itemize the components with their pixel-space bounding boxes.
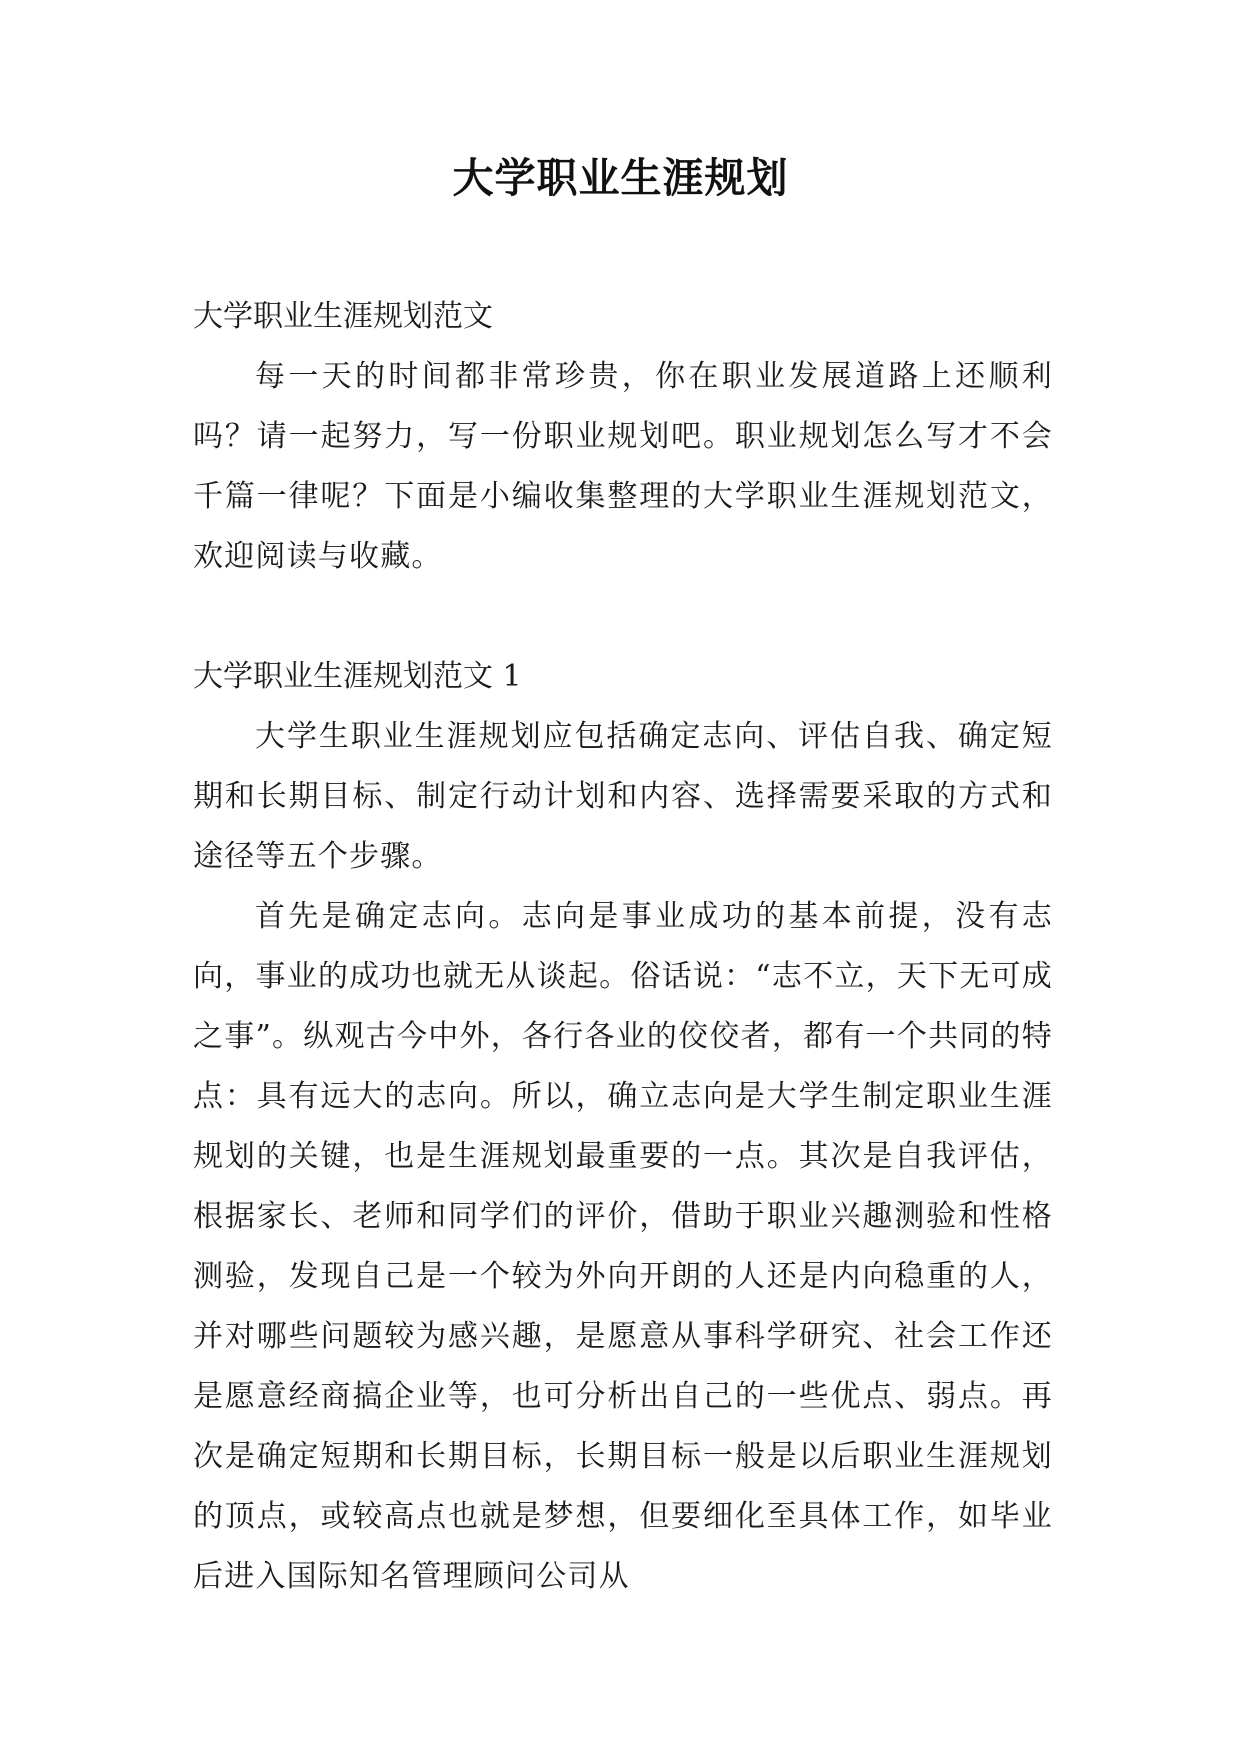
body-paragraph: 首先是确定志向。志向是事业成功的基本前提，没有志向，事业的成功也就无从谈起。俗话说：“志不立，天下无可成之事”。纵观古今中外，各行各业的佼佼者，都有一个共同的特点：具有远大的志向。所以，确立志向是大学生制定职业生涯规划的关键，也是生涯规划最重要的一点。其次是自我评估，根据家长、老师和同学们的评价，借助于职业兴趣测验和性格测验，发现自己是一个较为外向开朗的人还是内向稳重的人，并对哪些问题较为感兴趣，是愿意从事科学研究、社会工作还是愿意经商搞企业等，也可分析出自己的一些优点、弱点。再次是确定短期和长期目标，长期目标一般是以后职业生涯规划的顶点，或较高点也就是梦想，但要细化至具体工作，如毕业后进入国际知名管理顾问公司从 — [193, 899, 1053, 1594]
body-paragraph: 每一天的时间都非常珍贵，你在职业发展道路上还顺利吗？请一起努力，写一份职业规划吧。职业规划怎么写才不会千篇一律呢？下面是小编收集整理的大学职业生涯规划范文，欢迎阅读与收藏。 — [193, 359, 1053, 574]
document-body — [193, 287, 1053, 1607]
document-title: 大学职业生涯规划 — [452, 154, 789, 202]
section-spacer — [193, 587, 1053, 647]
section-heading: 大学职业生涯规划范文 1 — [193, 659, 522, 694]
body-paragraph: 大学生职业生涯规划应包括确定志向、评估自我、确定短期和长期目标、制定行动计划和内容、选择需要采取的方式和途径等五个步骤。 — [193, 719, 1053, 874]
section-heading: 大学职业生涯规划范文 — [193, 299, 493, 334]
